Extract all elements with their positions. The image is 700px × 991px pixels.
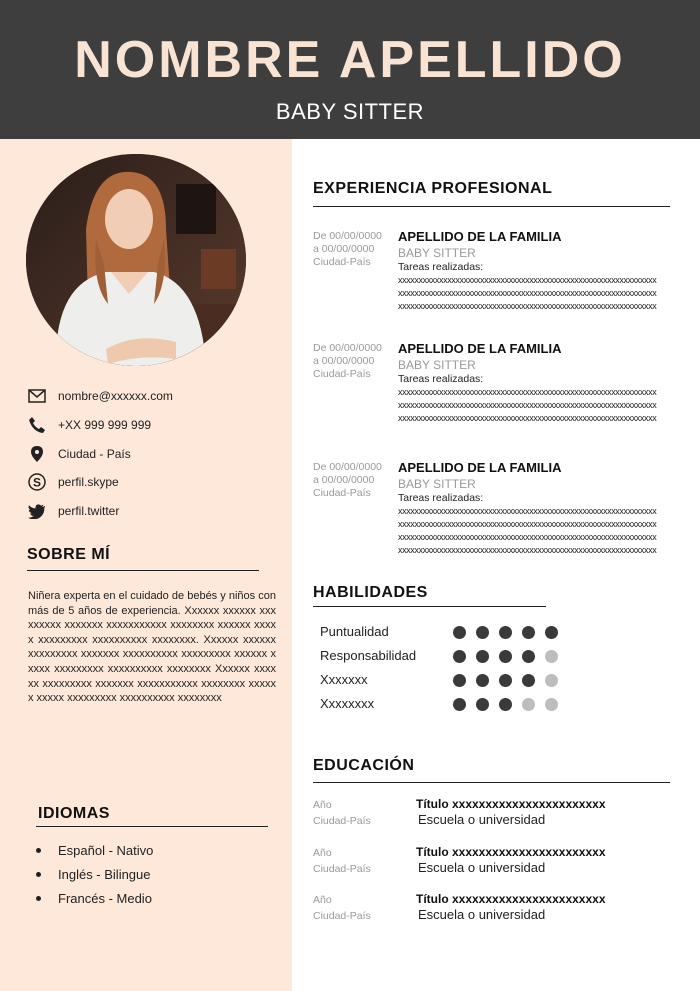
date-from: De 00/00/0000: [313, 461, 382, 473]
skype-text: perfil.skype: [58, 475, 119, 489]
task-line: xxxxxxxxxxxxxxxxxxxxxxxxxxxxxxxxxxxxxxxxxxxxxxxxxxxxxxxxxxxxxxx: [398, 275, 657, 285]
experience-entry: [398, 341, 670, 425]
experience-dates: [313, 230, 393, 269]
skill-dot-filled: [476, 650, 489, 663]
bullet: [36, 872, 41, 877]
school-name: Escuela o universidad: [418, 812, 546, 827]
task-line: xxxxxxxxxxxxxxxxxxxxxxxxxxxxxxxxxxxxxxxxxxxxxxxxxxxxxxxxxxxxxxx: [398, 413, 657, 423]
experience-role: BABY SITTER: [398, 358, 476, 372]
task-line: xxxxxxxxxxxxxxxxxxxxxxxxxxxxxxxxxxxxxxxxxxxxxxxxxxxxxxxxxxxxxxx: [398, 545, 657, 555]
task-line: xxxxxxxxxxxxxxxxxxxxxxxxxxxxxxxxxxxxxxxxxxxxxxxxxxxxxxxxxxxxxxx: [398, 288, 657, 298]
language-text: Español - Nativo: [58, 843, 154, 858]
date-from: De 00/00/0000: [313, 342, 382, 354]
skill-dot-filled: [499, 698, 512, 711]
task-line: xxxxxxxxxxxxxxxxxxxxxxxxxxxxxxxxxxxxxxxxxxxxxxxxxxxxxxxxxxxxxxx: [398, 301, 657, 311]
education-year: Año: [313, 799, 332, 811]
experience-dates: [313, 342, 393, 381]
degree-title: Título xxxxxxxxxxxxxxxxxxxxxxx: [416, 797, 606, 811]
skills-divider: [313, 606, 546, 607]
skill-dot-empty: [545, 674, 558, 687]
task-line: xxxxxxxxxxxxxxxxxxxxxxxxxxxxxxxxxxxxxxxxxxxxxxxxxxxxxxxxxxxxxxx: [398, 532, 657, 542]
language-item: [36, 891, 152, 906]
contact-twitter[interactable]: [26, 500, 276, 522]
experience-entry: [398, 229, 670, 313]
skill-dot-empty: [522, 698, 535, 711]
education-place: Ciudad-País: [313, 863, 371, 875]
bullet: [36, 896, 41, 901]
experience-divider: [313, 206, 670, 207]
skill-dot-empty: [545, 698, 558, 711]
skill-dot-filled: [522, 674, 535, 687]
skill-dot-filled: [522, 626, 535, 639]
education-meta: [313, 797, 371, 829]
contact-phone[interactable]: [26, 414, 276, 436]
languages-heading: IDIOMAS: [38, 805, 110, 822]
skill-name: Xxxxxxx: [320, 672, 368, 687]
skill-dot-filled: [453, 698, 466, 711]
education-meta: [313, 892, 371, 924]
date-to: a 00/00/0000: [313, 474, 375, 486]
skill-name: Puntualidad: [320, 624, 389, 639]
about-heading: SOBRE MÍ: [27, 546, 111, 563]
location-text: Ciudad - País: [58, 447, 131, 461]
education-place: Ciudad-País: [313, 910, 371, 922]
about-divider: [27, 570, 259, 571]
skills-heading: HABILIDADES: [313, 584, 428, 601]
skill-dot-filled: [499, 674, 512, 687]
task-line: xxxxxxxxxxxxxxxxxxxxxxxxxxxxxxxxxxxxxxxxxxxxxxxxxxxxxxxxxxxxxxx: [398, 387, 657, 397]
skill-dot-filled: [499, 650, 512, 663]
tasks-label: Tareas realizadas:: [398, 492, 484, 504]
twitter-icon: [26, 500, 48, 522]
experience-heading: EXPERIENCIA PROFESIONAL: [313, 180, 553, 197]
education-entry: [416, 844, 606, 876]
language-item: [36, 867, 151, 882]
education-heading: EDUCACIÓN: [313, 757, 415, 774]
skill-name: Xxxxxxxx: [320, 696, 375, 711]
skill-dot-filled: [476, 626, 489, 639]
location-pin-icon: [26, 443, 48, 465]
experience-place: Ciudad-País: [313, 487, 371, 499]
experience-role: BABY SITTER: [398, 246, 476, 260]
person-name: NOMBRE APELLIDO: [74, 31, 626, 89]
education-year: Año: [313, 894, 332, 906]
date-to: a 00/00/0000: [313, 355, 375, 367]
twitter-text: perfil.twitter: [58, 504, 120, 518]
language-item: [36, 843, 153, 858]
tasks-label: Tareas realizadas:: [398, 261, 484, 273]
phone-icon: [26, 414, 48, 436]
family-name: APELLIDO DE LA FAMILIA: [398, 341, 562, 356]
email-text: nombre@xxxxxx.com: [58, 389, 173, 403]
date-from: De 00/00/0000: [313, 230, 382, 242]
skill-dot-filled: [453, 626, 466, 639]
education-entry: [416, 796, 606, 828]
task-line: xxxxxxxxxxxxxxxxxxxxxxxxxxxxxxxxxxxxxxxxxxxxxxxxxxxxxxxxxxxxxxx: [398, 519, 657, 529]
skill-dot-filled: [545, 626, 558, 639]
skill-dot-filled: [522, 650, 535, 663]
school-name: Escuela o universidad: [418, 860, 546, 875]
skill-dot-filled: [499, 626, 512, 639]
task-line: xxxxxxxxxxxxxxxxxxxxxxxxxxxxxxxxxxxxxxxxxxxxxxxxxxxxxxxxxxxxxxx: [398, 506, 657, 516]
languages-divider: [36, 826, 268, 827]
about-text: Niñera experta en el cuidado de bebés y niños con más de 5 años de experiencia. Xxxxxx xxxxxx xxxxxxxxx xxxxxxx xxxxxxxxxxx xxxxxxxx xxxxxx xxxxx xxxxxxxxx xxxxxxxxxx xxxxxxxx. Xxxxxx xxxxxx xxxxxxxxx xxxxxxx xxxxxxxxxx xxxxxxxxx xxxxxx xxxxx xxxxxxxxx xxxxxxxxxx xxxxxxxx Xxxxxx xxxxxx xxxxxxxxx xxxxxxx xxxxxxxxxxx xxxxxxxx xxxxxx xxxxx xxxxxxxxx xxxxxxxxxx xxxxxxxx: [28, 590, 276, 705]
task-line: xxxxxxxxxxxxxxxxxxxxxxxxxxxxxxxxxxxxxxxxxxxxxxxxxxxxxxxxxxxxxxx: [398, 400, 657, 410]
skill-dot-filled: [476, 674, 489, 687]
experience-dates: [313, 461, 393, 500]
family-name: APELLIDO DE LA FAMILIA: [398, 460, 562, 475]
experience-place: Ciudad-País: [313, 256, 371, 268]
phone-text: +XX 999 999 999: [58, 418, 152, 432]
skype-icon: [26, 471, 48, 493]
degree-title: Título xxxxxxxxxxxxxxxxxxxxxxx: [416, 845, 606, 859]
header-banner: [0, 0, 700, 139]
experience-place: Ciudad-País: [313, 368, 371, 380]
contact-email[interactable]: [26, 385, 276, 407]
skill-dot-filled: [453, 650, 466, 663]
job-title: BABY SITTER: [275, 99, 425, 124]
skill-dot-filled: [476, 698, 489, 711]
education-divider: [313, 782, 670, 783]
skill-dot-empty: [545, 650, 558, 663]
education-meta: [313, 845, 371, 877]
contact-skype[interactable]: [26, 471, 276, 493]
education-place: Ciudad-País: [313, 815, 371, 827]
tasks-label: Tareas realizadas:: [398, 373, 484, 385]
date-to: a 00/00/0000: [313, 243, 375, 255]
experience-entry: [398, 460, 670, 557]
envelope-icon: [26, 385, 48, 407]
skill-dot-filled: [453, 674, 466, 687]
degree-title: Título xxxxxxxxxxxxxxxxxxxxxxx: [416, 892, 606, 906]
language-text: Francés - Medio: [58, 891, 152, 906]
svg-text:S: S: [32, 475, 42, 490]
profile-photo: [26, 154, 246, 366]
education-entry: [416, 891, 606, 923]
experience-role: BABY SITTER: [398, 477, 476, 491]
contact-location: [26, 443, 276, 465]
language-text: Inglés - Bilingue: [58, 867, 151, 882]
school-name: Escuela o universidad: [418, 907, 546, 922]
education-year: Año: [313, 847, 332, 859]
family-name: APELLIDO DE LA FAMILIA: [398, 229, 562, 244]
skill-name: Responsabilidad: [320, 648, 417, 663]
bullet: [36, 848, 41, 853]
